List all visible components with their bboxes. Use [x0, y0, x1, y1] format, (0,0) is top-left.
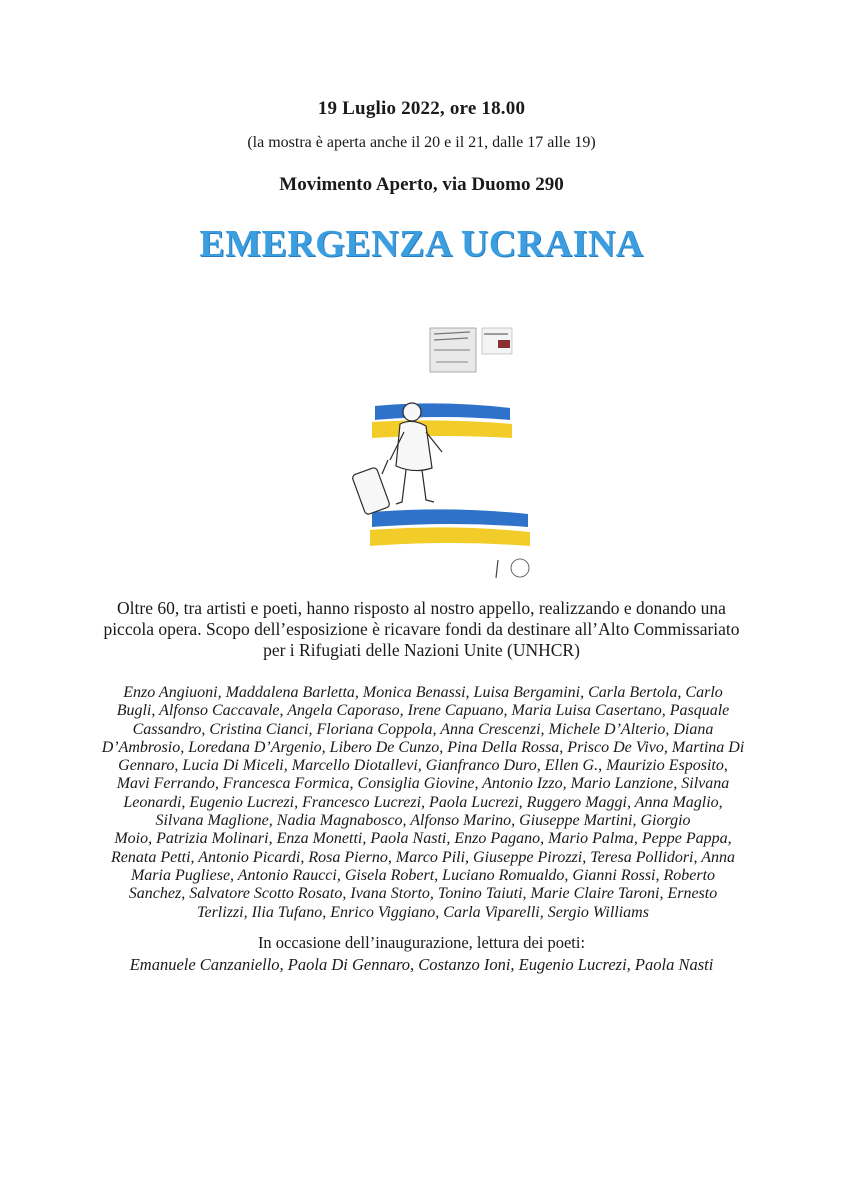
yellow-brush-top: [372, 420, 512, 438]
exhibition-hours-note: (la mostra è aperta anche il 20 e il 21, dalle 17 alle 19): [247, 134, 596, 151]
description-line: per i Rifugiati delle Nazioni Unite (UNHCR): [263, 640, 580, 660]
refugee-with-suitcase-icon: [350, 320, 540, 585]
description-line: piccola opera. Scopo dell’esposizione è ricavare fondi da destinare all’Alto Commissariato: [103, 619, 740, 639]
artists-line: Silvana Maglione, Nadia Magnabosco, Alfonso Marino, Giuseppe Martini, Giorgio: [155, 812, 691, 830]
event-title: EMERGENZA UCRAINA: [199, 223, 644, 265]
artists-line: Sanchez, Salvatore Scotto Rosato, Ivana Storto, Tonino Taiuti, Marie Claire Taroni, Ernesto: [128, 885, 718, 903]
artists-line: Enzo Angiuoni, Maddalena Barletta, Monica Benassi, Luisa Bergamini, Carla Bertola, Carlo: [123, 684, 723, 701]
artists-line: Leonardi, Eugenio Lucrezi, Francesco Lucrezi, Paola Lucrezi, Ruggero Maggi, Anna Maglio,: [123, 793, 723, 811]
artists-line: Terlizzi, Ilia Tufano, Enrico Viggiano, Carla Viparelli, Sergio Williams: [197, 903, 649, 921]
artists-line: Bugli, Alfonso Caccavale, Angela Caporaso, Irene Capuano, Maria Luisa Casertano, Pasquale: [116, 702, 730, 720]
event-date: 19 Luglio 2022, ore 18.00: [317, 98, 526, 119]
readings-intro: In occasione dell’inaugurazione, lettura dei poeti:: [257, 933, 586, 952]
blue-brush-bottom: [372, 509, 528, 527]
artists-line: D’Ambrosio, Loredana D’Argenio, Libero De Cunzo, Pina Della Rossa, Prisco De Vivo, Martina Di: [101, 738, 745, 756]
exhibition-description: [80, 598, 763, 661]
yellow-brush-bottom: [370, 527, 530, 546]
refugee-figure: [352, 403, 442, 515]
artists-line: Renata Petti, Antonio Picardi, Rosa Pierno, Marco Pili, Giuseppe Pirozzi, Teresa Pollidori, Anna: [111, 848, 735, 866]
artists-line: Gennaro, Lucia Di Miceli, Marcello Diotallevi, Gianfranco Duro, Ellen G., Maurizio Esposito,: [118, 757, 728, 775]
event-venue: Movimento Aperto, via Duomo 290: [279, 174, 564, 195]
artists-line: Cassandro, Cristina Cianci, Floriana Coppola, Anna Crescenzi, Michele D’Alterio, Diana: [132, 720, 714, 738]
artists-line: Maria Pugliese, Antonio Raucci, Gisela Robert, Luciano Romualdo, Gianni Rossi, Roberto: [130, 866, 716, 884]
artists-line: Moio, Patrizia Molinari, Enza Monetti, Paola Nasti, Enzo Pagano, Mario Palma, Peppe Pappa,: [114, 830, 732, 848]
artist-signature-stamp: [496, 559, 529, 578]
artists-line: Mavi Ferrando, Francesca Formica, Consiglia Giovine, Antonio Izzo, Mario Lanzione, Silvana: [116, 775, 730, 793]
stamp-marks: [430, 328, 512, 372]
description-line: Oltre 60, tra artisti e poeti, hanno risposto al nostro appello, realizzando e donando una: [117, 598, 726, 618]
artists-list: [88, 684, 758, 922]
blue-brush-top: [375, 403, 510, 420]
poets-list: Emanuele Canzaniello, Paola Di Gennaro, Costanzo Ioni, Eugenio Lucrezi, Paola Nasti: [129, 955, 714, 974]
poster-artwork: [350, 320, 540, 585]
